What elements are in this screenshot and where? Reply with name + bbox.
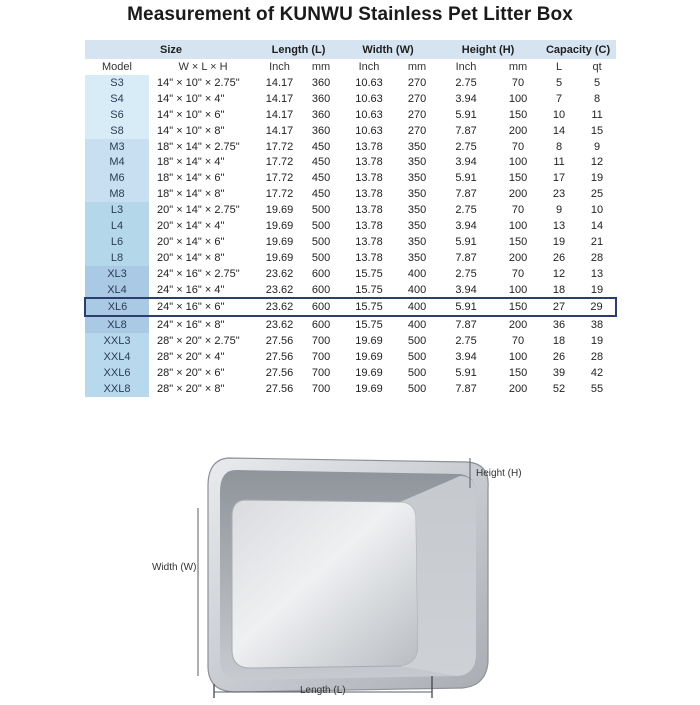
size-cell: 20" × 14" × 6"	[149, 234, 257, 250]
height-mm-cell: 150	[496, 170, 540, 186]
capacity-l-cell: 39	[540, 365, 578, 381]
length-mm-cell: 500	[302, 218, 340, 234]
litter-box-diagram	[0, 440, 700, 700]
width-inch-cell: 13.78	[340, 250, 398, 266]
length-inch-cell: 17.72	[257, 154, 302, 170]
capacity-l-cell: 17	[540, 170, 578, 186]
width-mm-cell: 350	[398, 250, 436, 266]
width-inch-cell: 19.69	[340, 365, 398, 381]
table-row	[85, 139, 616, 155]
width-mm-cell: 270	[398, 123, 436, 139]
width-inch-cell: 15.75	[340, 266, 398, 282]
length-mm-cell: 500	[302, 234, 340, 250]
height-mm-cell: 100	[496, 282, 540, 299]
height-inch-cell: 2.75	[436, 75, 496, 91]
capacity-qt-cell: 15	[578, 123, 616, 139]
model-cell: XL8	[85, 316, 149, 333]
size-cell: 18" × 14" × 6"	[149, 170, 257, 186]
width-mm-cell: 350	[398, 186, 436, 202]
height-mm-cell: 70	[496, 139, 540, 155]
height-mm-cell: 70	[496, 266, 540, 282]
size-cell: 20" × 14" × 2.75"	[149, 202, 257, 218]
length-mm-cell: 360	[302, 123, 340, 139]
width-mm-cell: 350	[398, 234, 436, 250]
height-inch-cell: 7.87	[436, 250, 496, 266]
capacity-l-cell: 26	[540, 349, 578, 365]
capacity-qt-cell: 12	[578, 154, 616, 170]
size-cell: 18" × 14" × 4"	[149, 154, 257, 170]
length-mm-cell: 450	[302, 170, 340, 186]
size-cell: 28" × 20" × 6"	[149, 365, 257, 381]
length-inch-cell: 23.62	[257, 282, 302, 299]
height-mm-cell: 150	[496, 365, 540, 381]
header-length: Length (L)	[257, 40, 340, 59]
model-cell: M8	[85, 186, 149, 202]
height-inch-cell: 3.94	[436, 154, 496, 170]
model-cell: XXL4	[85, 349, 149, 365]
height-mm-cell: 200	[496, 316, 540, 333]
table-body	[85, 75, 616, 397]
capacity-l-cell: 11	[540, 154, 578, 170]
width-inch-cell: 19.69	[340, 381, 398, 397]
height-inch-cell: 2.75	[436, 333, 496, 349]
length-label: Length (L)	[300, 685, 346, 696]
width-inch-cell: 13.78	[340, 154, 398, 170]
height-inch-cell: 5.91	[436, 365, 496, 381]
length-mm-cell: 600	[302, 266, 340, 282]
table-row	[85, 218, 616, 234]
width-label: Width (W)	[152, 562, 197, 573]
subheader-width-mm: mm	[407, 61, 427, 73]
subheader-height-inch: Inch	[455, 61, 477, 73]
height-inch-cell: 2.75	[436, 139, 496, 155]
length-inch-cell: 17.72	[257, 186, 302, 202]
width-mm-cell: 350	[398, 218, 436, 234]
width-inch-cell: 10.63	[340, 107, 398, 123]
width-inch-cell: 10.63	[340, 123, 398, 139]
length-mm-cell: 600	[302, 282, 340, 299]
width-mm-cell: 500	[398, 381, 436, 397]
height-inch-cell: 7.87	[436, 381, 496, 397]
height-inch-cell: 2.75	[436, 202, 496, 218]
height-inch-cell: 5.91	[436, 298, 496, 316]
height-mm-cell: 200	[496, 381, 540, 397]
capacity-qt-cell: 10	[578, 202, 616, 218]
capacity-qt-cell: 29	[578, 298, 616, 316]
length-inch-cell: 14.17	[257, 91, 302, 107]
capacity-l-cell: 27	[540, 298, 578, 316]
subheader-height-mm: mm	[508, 61, 528, 73]
width-mm-cell: 400	[398, 282, 436, 299]
width-inch-cell: 19.69	[340, 349, 398, 365]
width-mm-cell: 270	[398, 107, 436, 123]
capacity-l-cell: 18	[540, 333, 578, 349]
capacity-qt-cell: 9	[578, 139, 616, 155]
width-mm-cell: 270	[398, 91, 436, 107]
capacity-l-cell: 5	[540, 75, 578, 91]
page-title: Measurement of KUNWU Stainless Pet Litter Box	[127, 4, 573, 25]
table-row	[85, 365, 616, 381]
size-cell: 28" × 20" × 2.75"	[149, 333, 257, 349]
capacity-l-cell: 7	[540, 91, 578, 107]
capacity-l-cell: 23	[540, 186, 578, 202]
length-mm-cell: 500	[302, 202, 340, 218]
length-inch-cell: 27.56	[257, 365, 302, 381]
length-mm-cell: 700	[302, 365, 340, 381]
width-mm-cell: 500	[398, 349, 436, 365]
width-mm-cell: 500	[398, 365, 436, 381]
width-mm-cell: 400	[398, 298, 436, 316]
model-cell: L3	[85, 202, 149, 218]
capacity-qt-cell: 13	[578, 266, 616, 282]
width-inch-cell: 15.75	[340, 298, 398, 316]
size-cell: 18" × 14" × 8"	[149, 186, 257, 202]
model-cell: XXL3	[85, 333, 149, 349]
capacity-qt-cell: 25	[578, 186, 616, 202]
size-cell: 24" × 16" × 6"	[149, 298, 257, 316]
model-cell: XL4	[85, 282, 149, 299]
size-cell: 14" × 10" × 6"	[149, 107, 257, 123]
model-cell: M3	[85, 139, 149, 155]
table-row	[85, 107, 616, 123]
width-inch-cell: 15.75	[340, 316, 398, 333]
capacity-qt-cell: 42	[578, 365, 616, 381]
width-mm-cell: 350	[398, 154, 436, 170]
model-cell: L4	[85, 218, 149, 234]
length-mm-cell: 360	[302, 91, 340, 107]
height-mm-cell: 200	[496, 123, 540, 139]
size-cell: 14" × 10" × 4"	[149, 91, 257, 107]
table-row	[85, 250, 616, 266]
length-mm-cell: 450	[302, 139, 340, 155]
capacity-qt-cell: 19	[578, 333, 616, 349]
table-row	[85, 381, 616, 397]
capacity-qt-cell: 19	[578, 282, 616, 299]
capacity-l-cell: 52	[540, 381, 578, 397]
length-mm-cell: 500	[302, 250, 340, 266]
header-height: Height (H)	[436, 40, 540, 59]
width-mm-cell: 350	[398, 170, 436, 186]
length-inch-cell: 17.72	[257, 170, 302, 186]
width-inch-cell: 10.63	[340, 91, 398, 107]
size-cell: 24" × 16" × 2.75"	[149, 266, 257, 282]
height-inch-cell: 5.91	[436, 107, 496, 123]
model-cell: S4	[85, 91, 149, 107]
table-row	[85, 266, 616, 282]
length-inch-cell: 27.56	[257, 333, 302, 349]
capacity-qt-cell: 55	[578, 381, 616, 397]
model-cell: M4	[85, 154, 149, 170]
height-mm-cell: 70	[496, 333, 540, 349]
model-cell: S6	[85, 107, 149, 123]
model-cell: L8	[85, 250, 149, 266]
height-mm-cell: 100	[496, 218, 540, 234]
capacity-qt-cell: 28	[578, 349, 616, 365]
height-inch-cell: 3.94	[436, 282, 496, 299]
table-group-header-row	[85, 40, 616, 59]
length-mm-cell: 600	[302, 316, 340, 333]
width-inch-cell: 13.78	[340, 186, 398, 202]
table-row	[85, 349, 616, 365]
size-cell: 14" × 10" × 2.75"	[149, 75, 257, 91]
table-row	[85, 282, 616, 299]
length-mm-cell: 700	[302, 333, 340, 349]
length-inch-cell: 27.56	[257, 349, 302, 365]
width-inch-cell: 13.78	[340, 170, 398, 186]
height-label: Height (H)	[476, 468, 522, 479]
length-inch-cell: 19.69	[257, 234, 302, 250]
height-mm-cell: 100	[496, 91, 540, 107]
height-inch-cell: 3.94	[436, 91, 496, 107]
table-row	[85, 75, 616, 91]
height-mm-cell: 150	[496, 298, 540, 316]
capacity-l-cell: 36	[540, 316, 578, 333]
model-cell: S8	[85, 123, 149, 139]
width-inch-cell: 13.78	[340, 218, 398, 234]
table-row	[85, 202, 616, 218]
height-inch-cell: 3.94	[436, 349, 496, 365]
length-inch-cell: 19.69	[257, 250, 302, 266]
height-inch-cell: 5.91	[436, 234, 496, 250]
table-row	[85, 170, 616, 186]
table-row	[85, 91, 616, 107]
model-cell: XL6	[85, 298, 149, 316]
length-inch-cell: 14.17	[257, 107, 302, 123]
size-cell: 18" × 14" × 2.75"	[149, 139, 257, 155]
subheader-size: W × L × H	[178, 61, 228, 73]
height-inch-cell: 7.87	[436, 186, 496, 202]
table-row	[85, 234, 616, 250]
width-inch-cell: 13.78	[340, 139, 398, 155]
model-cell: XL3	[85, 266, 149, 282]
length-mm-cell: 360	[302, 75, 340, 91]
capacity-l-cell: 10	[540, 107, 578, 123]
header-size: Size	[85, 40, 257, 59]
capacity-l-cell: 18	[540, 282, 578, 299]
width-mm-cell: 400	[398, 266, 436, 282]
table-row	[85, 298, 616, 316]
subheader-capacity-l: L	[555, 61, 563, 73]
length-mm-cell: 700	[302, 381, 340, 397]
width-mm-cell: 400	[398, 316, 436, 333]
width-mm-cell: 270	[398, 75, 436, 91]
height-mm-cell: 150	[496, 234, 540, 250]
height-mm-cell: 70	[496, 75, 540, 91]
width-inch-cell: 10.63	[340, 75, 398, 91]
model-cell: M6	[85, 170, 149, 186]
model-cell: L6	[85, 234, 149, 250]
table-row	[85, 186, 616, 202]
capacity-qt-cell: 8	[578, 91, 616, 107]
height-mm-cell: 70	[496, 202, 540, 218]
height-inch-cell: 7.87	[436, 123, 496, 139]
measurement-table	[84, 40, 617, 397]
model-cell: XXL6	[85, 365, 149, 381]
capacity-l-cell: 8	[540, 139, 578, 155]
width-mm-cell: 350	[398, 202, 436, 218]
size-cell: 28" × 20" × 8"	[149, 381, 257, 397]
height-mm-cell: 100	[496, 349, 540, 365]
width-inch-cell: 13.78	[340, 234, 398, 250]
length-mm-cell: 450	[302, 154, 340, 170]
length-inch-cell: 14.17	[257, 123, 302, 139]
width-mm-cell: 500	[398, 333, 436, 349]
capacity-qt-cell: 28	[578, 250, 616, 266]
width-inch-cell: 19.69	[340, 333, 398, 349]
capacity-qt-cell: 19	[578, 170, 616, 186]
capacity-l-cell: 14	[540, 123, 578, 139]
capacity-l-cell: 26	[540, 250, 578, 266]
table-row	[85, 333, 616, 349]
height-mm-cell: 200	[496, 186, 540, 202]
model-cell: XXL8	[85, 381, 149, 397]
header-capacity: Capacity (C)	[540, 40, 616, 59]
height-inch-cell: 5.91	[436, 170, 496, 186]
length-inch-cell: 19.69	[257, 218, 302, 234]
table-sub-header-row	[85, 59, 616, 75]
length-mm-cell: 700	[302, 349, 340, 365]
height-inch-cell: 7.87	[436, 316, 496, 333]
width-inch-cell: 15.75	[340, 282, 398, 299]
subheader-length-mm: mm	[311, 61, 331, 73]
size-cell: 20" × 14" × 4"	[149, 218, 257, 234]
capacity-l-cell: 13	[540, 218, 578, 234]
length-inch-cell: 17.72	[257, 139, 302, 155]
length-inch-cell: 23.62	[257, 316, 302, 333]
height-inch-cell: 2.75	[436, 266, 496, 282]
table-row	[85, 154, 616, 170]
subheader-model: Model	[102, 61, 132, 73]
length-inch-cell: 23.62	[257, 298, 302, 316]
size-cell: 28" × 20" × 4"	[149, 349, 257, 365]
subheader-width-inch: Inch	[358, 61, 380, 73]
header-width: Width (W)	[340, 40, 436, 59]
width-mm-cell: 350	[398, 139, 436, 155]
length-inch-cell: 27.56	[257, 381, 302, 397]
capacity-qt-cell: 21	[578, 234, 616, 250]
litter-box-illustration	[0, 440, 700, 700]
length-inch-cell: 23.62	[257, 266, 302, 282]
height-mm-cell: 200	[496, 250, 540, 266]
table-row	[85, 123, 616, 139]
size-cell: 20" × 14" × 8"	[149, 250, 257, 266]
model-cell: S3	[85, 75, 149, 91]
table-row	[85, 316, 616, 333]
capacity-l-cell: 9	[540, 202, 578, 218]
capacity-qt-cell: 5	[578, 75, 616, 91]
height-inch-cell: 3.94	[436, 218, 496, 234]
capacity-qt-cell: 14	[578, 218, 616, 234]
capacity-l-cell: 12	[540, 266, 578, 282]
length-inch-cell: 19.69	[257, 202, 302, 218]
length-mm-cell: 450	[302, 186, 340, 202]
size-cell: 14" × 10" × 8"	[149, 123, 257, 139]
subheader-length-inch: Inch	[269, 61, 290, 73]
subheader-capacity-qt: qt	[592, 61, 602, 73]
length-mm-cell: 600	[302, 298, 340, 316]
capacity-qt-cell: 38	[578, 316, 616, 333]
capacity-qt-cell: 11	[578, 107, 616, 123]
length-mm-cell: 360	[302, 107, 340, 123]
capacity-l-cell: 19	[540, 234, 578, 250]
height-mm-cell: 150	[496, 107, 540, 123]
size-cell: 24" × 16" × 8"	[149, 316, 257, 333]
width-inch-cell: 13.78	[340, 202, 398, 218]
height-mm-cell: 100	[496, 154, 540, 170]
size-cell: 24" × 16" × 4"	[149, 282, 257, 299]
length-inch-cell: 14.17	[257, 75, 302, 91]
